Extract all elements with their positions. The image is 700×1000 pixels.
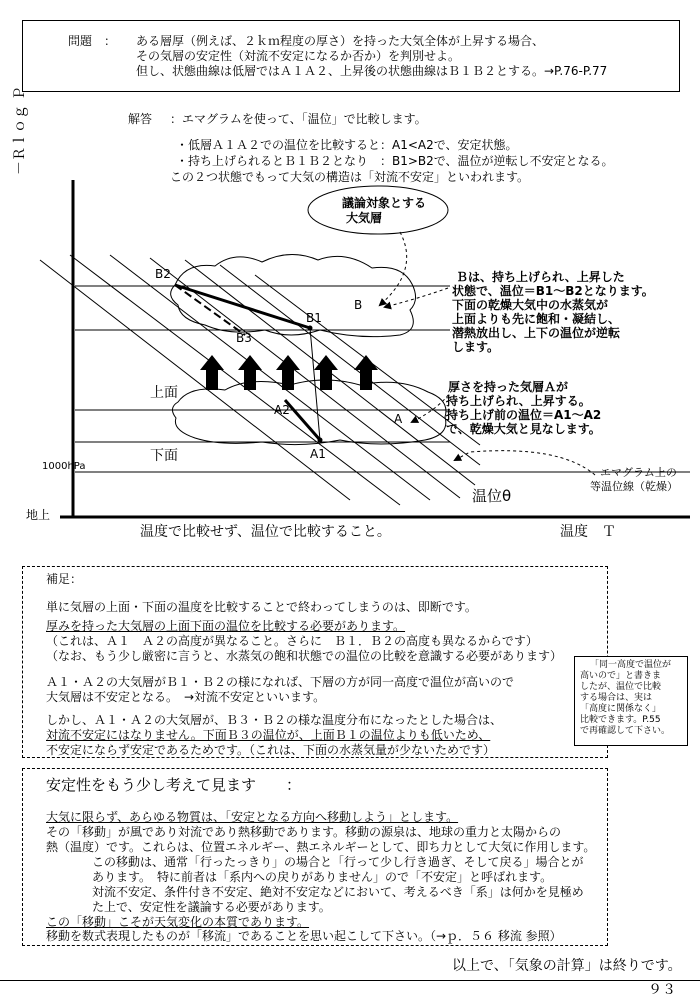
supplement-p1: 単に気層の上面・下面の温度を比較することで終わってしまうのは、即断です。 — [46, 600, 477, 614]
stability-line-6: 対流不安定、条件付き不安定、絶対不安定などにおいて、考えるべき「系」は何かを見極め — [92, 885, 584, 899]
b-note-4: 上面よりも先に飽和・凝結し、 — [452, 312, 621, 326]
stability-line-3: 熱（温度）です。これらは、位置エネルギー、熱エネルギーとして、即ち力として大気に作用します。 — [46, 840, 596, 854]
stability-line-1: 大気に限らず、あらゆる物質は、「安定となる方向へ移動しよう」とします。 — [46, 810, 459, 824]
label-a1: A1 — [310, 447, 326, 461]
supplement-p2-1: 厚みを持った大気層の上面下面の温位を比較する必要があります。 — [46, 619, 406, 633]
problem-line-3: 但し、状態曲線は低層ではＡ１Ａ２、上昇後の状態曲線はＢ１Ｂ２とする。→P.76-P.77 — [136, 64, 608, 78]
stability-line-7: た上で、安定性を議論する必要があります。 — [92, 900, 331, 914]
answer-label: 解答 — [128, 112, 153, 126]
problem-line-1: ある層厚（例えば、２ｋｍ程度の厚さ）を持った大気全体が上昇する場合、 — [136, 34, 545, 48]
side-note-5: 「高度に関係なく」 — [580, 704, 662, 714]
bubble-text-2: 大気層 — [346, 211, 383, 225]
b-note-6: します。 — [452, 340, 500, 354]
supplement-p4-1: しかし、Ａ１・Ａ２の大気層が、Ｂ３・Ｂ２の様な温度分布になったとした場合は、 — [46, 713, 503, 727]
stability-line-2: その「移動」が風であり対流であり熱移動であります。移動の源泉は、地球の重力と太陽からの — [46, 825, 562, 839]
problem-line-2: その気層の安定性（対流不安定になるか否か）を判別せよ。 — [136, 49, 461, 63]
supplement-p2-2: （これは、Ａ１ Ａ２の高度が異なること。さらに Ｂ１．Ｂ２の高度も異なるからです） — [46, 634, 538, 648]
label-b1: B1 — [306, 311, 322, 325]
answer-intro: ：エマグラムを使って、「温位」で比較します。 — [170, 112, 427, 126]
side-note-7: で再確認して下さい。 — [580, 726, 671, 736]
p1000-label: 1000hPa — [42, 461, 86, 472]
problem-label: 問題 ： — [68, 34, 117, 48]
supplement-p3-2: 大気層は不安定となる。 →対流不安定といいます。 — [46, 690, 326, 704]
lower-surface-label: 下面 — [150, 448, 178, 464]
supplement-p4-2: 対流不安定にはなりません。下面Ｂ３の温位が、上面Ｂ１の温位よりも低いため、 — [46, 728, 491, 742]
footer-rule — [0, 980, 700, 981]
b-pointer — [385, 288, 448, 307]
iso-pointer — [455, 451, 595, 475]
iso-note-1: エマグラム上の — [600, 466, 677, 479]
upper-surface-label: 上面 — [150, 385, 178, 401]
theta-label: 温位θ — [472, 487, 512, 505]
supplement-title: 補足： — [46, 572, 83, 586]
a-note-4: で、乾燥大気と見なします。 — [446, 422, 601, 436]
side-note-1: 「同一高度で温位が — [590, 660, 672, 670]
x-axis-label: 温度 Ｔ — [560, 524, 616, 540]
x-caption: 温度で比較せず、温位で比較すること。 — [140, 524, 391, 540]
a-note-1: 厚さを持った気層Ａが — [448, 380, 569, 394]
point-a1 — [318, 438, 323, 443]
supplement-p3-1: Ａ１・Ａ２の大気層がＢ１・Ｂ２の様になれば、下層の方が同一高度で温位が高いので — [46, 675, 515, 689]
page-number: ９３ — [648, 982, 676, 998]
bubble-text-1: 議論対象とする — [342, 196, 427, 210]
answer-line-1: ・低層Ａ１Ａ２での温位を比較すると：A1<A2で、安定状態。 — [176, 138, 518, 152]
supplement-p4-3: 不安定にならず安定であるためです。（これは、下面の水蒸気量が少ないためです） — [46, 743, 496, 757]
ground-label: 地上 — [26, 508, 51, 522]
a-note-2: 持ち上げられ、上昇する。 — [446, 394, 591, 408]
stability-line-5: あります。 特に前者は「系内への戻りがありません」ので「不安定」と呼ばれます。 — [92, 870, 553, 884]
stability-line-9: 移動を数式表現したものが「移流」であることを思い起こして下さい。（→ｐ．５６ 移流 参照） — [46, 929, 562, 943]
label-b3: B3 — [236, 331, 252, 345]
b-note-5: 潜熱放出し、上下の温位が逆転 — [452, 326, 621, 340]
curve-a1-a2 — [285, 400, 320, 440]
answer-line-2: ・持ち上げられるとＢ１Ｂ２となり ：B1>B2で、温位が逆転し不安定となる。 — [176, 154, 614, 168]
b-note-1: Ｂは、持ち上げられ、上昇した — [456, 270, 625, 284]
side-note-6: 比較できます。P.55 — [580, 715, 661, 725]
label-b2: B2 — [155, 267, 171, 281]
stability-line-4: この移動は、通常「行ったっきり」の場合と「行って少し行き過ぎ、そして戻る」場合とが — [92, 855, 584, 869]
rising-arrows — [200, 355, 378, 390]
supplement-p2-3: （なお、もう少し厳密に言うと、水蒸気の飽和状態での温位の比較を意識する必要があります） — [46, 649, 563, 663]
b-note-2: 状態で、温位＝B1～B2となります。 — [452, 284, 654, 298]
y-axis-label: －Ｒｌｏｇ Ｐ — [12, 86, 28, 175]
curve-b2-b1 — [175, 285, 310, 328]
point-b1 — [308, 326, 313, 331]
side-note-2: 高いので」と書きま — [580, 671, 662, 681]
label-b: B — [354, 298, 363, 312]
label-a2: A2 — [274, 403, 290, 417]
stability-title: 安定性をもう少し考えて見ます ： — [46, 776, 302, 794]
a-note-3: 持ち上げ前の温位＝A1～A2 — [446, 408, 602, 422]
b-note-3: 下面の乾燥大気中の水蒸気が — [452, 298, 609, 312]
side-note-4: する場合は、実は — [580, 693, 653, 703]
iso-note-2: 等温位線（乾燥） — [590, 480, 678, 493]
label-a: A — [394, 412, 403, 426]
closing-text: 以上で、「気象の計算」は終りです。 — [452, 958, 682, 974]
stability-line-8: この「移動」こそが天気変化の本質であります。 — [46, 915, 310, 929]
answer-line-3: この２つ状態でもって大気の構造は「対流不安定」といわれます。 — [170, 170, 530, 184]
side-note-3: したが、温位で比較 — [580, 682, 662, 692]
dry-adiabats — [40, 255, 480, 505]
curve-b1-a1 — [310, 328, 320, 440]
